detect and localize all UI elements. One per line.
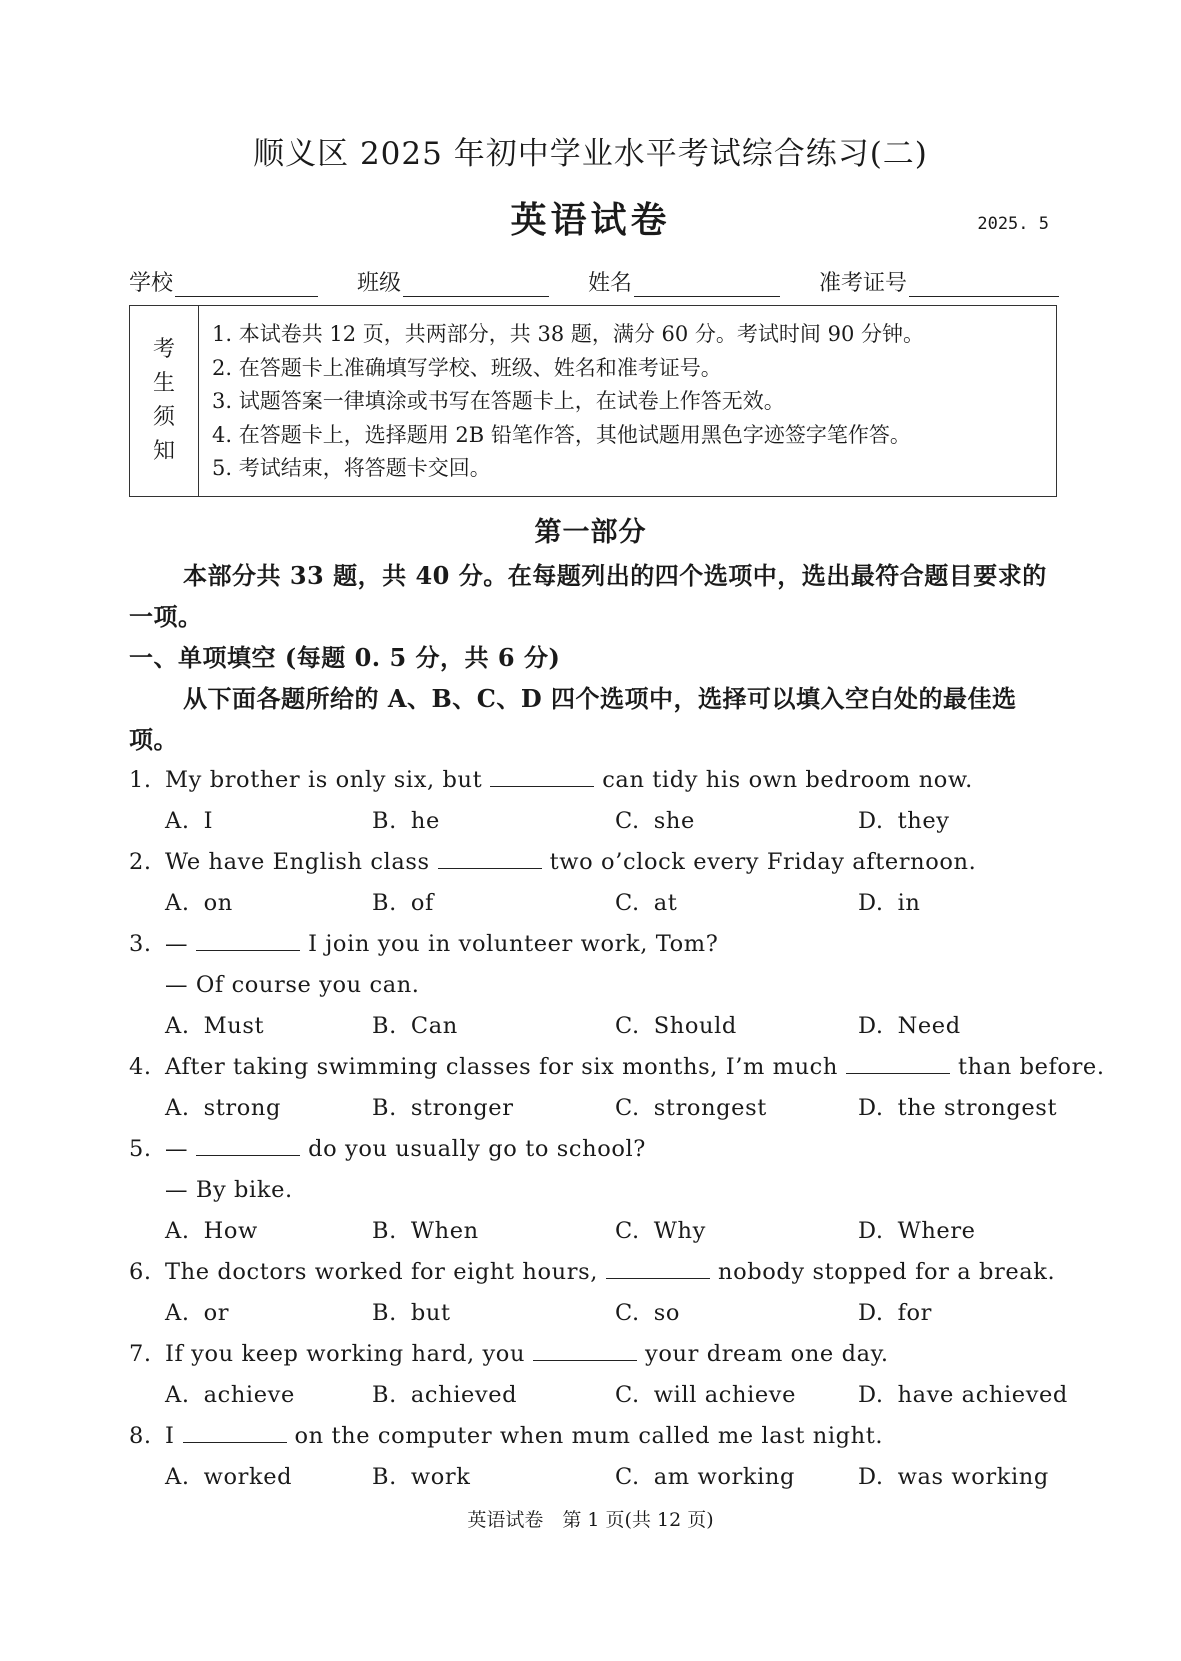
option-letter: A.: [165, 1464, 190, 1490]
question-number: 3.: [129, 931, 152, 957]
part-one-intro: 本部分共 33 题，共 40 分。在每题列出的四个选项中，选出最符合题目要求的一项。: [129, 561, 1047, 631]
question-number: 7.: [129, 1341, 152, 1367]
answer-option: [372, 1293, 451, 1334]
option-letter: A.: [165, 1382, 190, 1408]
answer-blank: [533, 1338, 637, 1361]
answer-blank: [438, 846, 542, 869]
exam-id-label: 准考证号: [818, 271, 907, 296]
option-text: or: [203, 1300, 230, 1326]
option-text: achieved: [410, 1382, 518, 1408]
option-letter: C.: [615, 1095, 640, 1121]
class-label: 班级: [356, 271, 401, 296]
option-text: for: [897, 1300, 933, 1326]
question-number: 4.: [129, 1054, 152, 1080]
option-text: Should: [653, 1013, 737, 1039]
option-letter: B.: [372, 1218, 397, 1244]
option-text: he: [410, 808, 440, 834]
option-text: strong: [203, 1095, 281, 1121]
exam-title: 顺义区 2025 年初中学业水平考试综合练习(二): [253, 136, 928, 172]
question-number: 2.: [129, 849, 152, 875]
question-text-before: After taking swimming classes for six months, I’m much: [165, 1054, 838, 1080]
option-letter: D.: [858, 1464, 884, 1490]
option-text: am working: [653, 1464, 795, 1490]
answer-option: [615, 883, 677, 924]
question-text-after: two o’clock every Friday afternoon.: [549, 849, 977, 875]
question-number: 5.: [129, 1136, 152, 1162]
option-letter: C.: [615, 1382, 640, 1408]
answer-option: [615, 1375, 796, 1416]
option-text: Why: [653, 1218, 706, 1244]
question-number: 1.: [129, 767, 152, 793]
class-field: [357, 266, 549, 297]
option-text: was working: [897, 1464, 1049, 1490]
notice-label-char: 考: [152, 337, 175, 362]
name-blank: [634, 272, 780, 297]
option-letter: C.: [615, 890, 640, 916]
answer-option: [615, 1088, 767, 1129]
answer-option: [615, 801, 695, 842]
question-stem: [129, 1416, 1061, 1457]
option-letter: A.: [165, 808, 190, 834]
answer-option: [165, 1006, 264, 1047]
question-number: 6.: [129, 1259, 152, 1285]
name-field: [588, 266, 780, 297]
option-text: I: [203, 808, 214, 834]
option-row: [129, 1457, 1061, 1498]
question-text-before: If you keep working hard, you: [165, 1341, 526, 1367]
answer-option: [615, 1211, 706, 1252]
question-stem: [129, 1334, 1061, 1375]
option-row: [129, 1211, 1061, 1252]
notice-item: 5. 考试结束，将答题卡交回。: [212, 456, 491, 480]
answer-option: [372, 1006, 458, 1047]
notice-label-char: 知: [152, 439, 175, 464]
question-stem: [129, 1252, 1061, 1293]
answer-option: [165, 1088, 281, 1129]
question-text-after: can tidy his own bedroom now.: [602, 767, 973, 793]
option-text: stronger: [410, 1095, 514, 1121]
answer-option: [165, 1457, 292, 1498]
option-letter: A.: [165, 890, 190, 916]
question-list: [129, 760, 1105, 1498]
question-stem: [129, 924, 1061, 965]
option-letter: D.: [858, 808, 884, 834]
option-letter: D.: [858, 1095, 884, 1121]
option-text: will achieve: [653, 1382, 797, 1408]
answer-option: [372, 1457, 471, 1498]
section-one-title: 一、单项填空 (每题 0. 5 分，共 6 分): [129, 643, 561, 672]
option-letter: A.: [165, 1013, 190, 1039]
answer-option: [858, 1088, 1057, 1129]
option-letter: C.: [615, 1013, 640, 1039]
question-text-after: than before.: [957, 1054, 1105, 1080]
option-letter: A.: [165, 1095, 190, 1121]
part-one-content: [129, 555, 1105, 1498]
exam-id-field: [819, 266, 1059, 297]
option-text: but: [410, 1300, 451, 1326]
option-letter: B.: [372, 890, 397, 916]
answer-option: [615, 1457, 795, 1498]
question-text-before: —: [165, 931, 189, 957]
option-letter: B.: [372, 1095, 397, 1121]
question-text-after: I join you in volunteer work, Tom?: [308, 931, 719, 957]
option-row: [129, 1293, 1061, 1334]
answer-option: [858, 801, 950, 842]
answer-option: [372, 1088, 514, 1129]
option-text: When: [410, 1218, 479, 1244]
option-text: Must: [203, 1013, 265, 1039]
option-text: they: [897, 808, 950, 834]
option-text: Can: [410, 1013, 458, 1039]
option-letter: A.: [165, 1218, 190, 1244]
option-text: work: [410, 1464, 471, 1490]
option-letter: D.: [858, 1382, 884, 1408]
option-letter: B.: [372, 1382, 397, 1408]
option-row: [129, 1375, 1068, 1416]
answer-blank: [606, 1256, 710, 1279]
page-footer: 英语试卷 第 1 页(共 12 页): [467, 1509, 714, 1531]
option-letter: B.: [372, 1300, 397, 1326]
notice-item: 2. 在答题卡上准确填写学校、班级、姓名和准考证号。: [212, 355, 722, 380]
option-text: Where: [897, 1218, 976, 1244]
option-text: strongest: [653, 1095, 767, 1121]
notice-item: 4. 在答题卡上，选择题用 2B 铅笔作答，其他试题用黑色字迹签字笔作答。: [212, 422, 911, 447]
notice-label-char: 须: [152, 405, 175, 430]
option-letter: B.: [372, 1013, 397, 1039]
option-row: [129, 1006, 1061, 1047]
option-text: she: [653, 808, 695, 834]
option-text: How: [203, 1218, 258, 1244]
answer-option: [165, 1293, 229, 1334]
answer-option: [372, 1211, 479, 1252]
question-text-before: —: [165, 1136, 189, 1162]
option-letter: D.: [858, 890, 884, 916]
school-label: 学校: [129, 271, 174, 296]
answer-blank: [196, 1133, 300, 1156]
option-row: [129, 883, 1061, 924]
answer-option: [165, 1211, 258, 1252]
question-text-before: My brother is only six, but: [165, 767, 483, 793]
class-blank: [403, 272, 549, 297]
question-stem: [129, 842, 1061, 883]
option-letter: A.: [165, 1300, 190, 1326]
answer-option: [858, 1457, 1049, 1498]
option-letter: D.: [858, 1218, 884, 1244]
answer-option: [858, 1006, 961, 1047]
answer-option: [615, 1006, 737, 1047]
student-info-line: [129, 266, 1059, 297]
notice-label: [130, 306, 199, 496]
option-letter: C.: [615, 1464, 640, 1490]
question-number: 8.: [129, 1423, 152, 1449]
option-letter: D.: [858, 1300, 884, 1326]
exam-subtitle: 英语试卷: [510, 199, 671, 241]
option-letter: B.: [372, 1464, 397, 1490]
question-text-before: The doctors worked for eight hours,: [165, 1259, 598, 1285]
option-text: have achieved: [897, 1382, 1068, 1408]
option-letter: D.: [858, 1013, 884, 1039]
option-letter: B.: [372, 808, 397, 834]
option-letter: C.: [615, 1300, 640, 1326]
question-reply: — By bike.: [165, 1177, 293, 1203]
question-reply: — Of course you can.: [165, 972, 420, 998]
school-field: [129, 266, 318, 297]
option-text: so: [653, 1300, 681, 1326]
question-stem: [129, 1047, 1105, 1088]
question-text-after: do you usually go to school?: [308, 1136, 646, 1162]
answer-blank: [490, 764, 594, 787]
option-text: achieve: [203, 1382, 295, 1408]
question-text-before: I: [165, 1423, 175, 1449]
answer-option: [165, 883, 233, 924]
name-label: 姓名: [587, 271, 632, 296]
answer-option: [372, 1375, 517, 1416]
question-text-before: We have English class: [165, 849, 430, 875]
option-text: the strongest: [897, 1095, 1058, 1121]
question-text-after: your dream one day.: [645, 1341, 889, 1367]
question-stem: [129, 760, 1061, 801]
option-text: of: [410, 890, 434, 916]
answer-option: [165, 801, 213, 842]
answer-option: [858, 1293, 932, 1334]
exam-id-blank: [909, 272, 1059, 297]
notice-label-char: 生: [152, 371, 175, 396]
notice-list: [199, 306, 924, 496]
option-text: worked: [203, 1464, 293, 1490]
answer-option: [372, 883, 434, 924]
answer-option: [858, 1375, 1068, 1416]
answer-option: [615, 1293, 680, 1334]
option-letter: C.: [615, 1218, 640, 1244]
option-row: [129, 801, 1061, 842]
answer-option: [858, 883, 920, 924]
school-blank: [175, 272, 318, 297]
exam-date: 2025. 5: [977, 214, 1049, 234]
exam-notice-box: [129, 305, 1057, 497]
part-one-title: 第一部分: [534, 517, 647, 548]
answer-option: [165, 1375, 295, 1416]
answer-option: [858, 1211, 976, 1252]
notice-item: 3. 试题答案一律填涂或书写在答题卡上，在试卷上作答无效。: [212, 389, 785, 413]
answer-blank: [183, 1420, 287, 1443]
option-letter: C.: [615, 808, 640, 834]
question-text-after: on the computer when mum called me last night.: [294, 1423, 884, 1449]
notice-item: 1. 本试卷共 12 页，共两部分，共 38 题，满分 60 分。考试时间 90 分钟。: [212, 322, 924, 346]
option-text: in: [897, 890, 921, 916]
answer-blank: [846, 1051, 950, 1074]
answer-option: [372, 801, 440, 842]
option-row: [129, 1088, 1061, 1129]
section-one-intro: 从下面各题所给的 A、B、C、D 四个选项中，选择可以填入空白处的最佳选项。: [129, 684, 1017, 754]
question-text-after: nobody stopped for a break.: [718, 1259, 1056, 1285]
option-text: Need: [897, 1013, 961, 1039]
option-text: on: [203, 890, 233, 916]
answer-blank: [196, 928, 300, 951]
question-stem: [129, 1129, 1061, 1170]
option-text: at: [653, 890, 678, 916]
